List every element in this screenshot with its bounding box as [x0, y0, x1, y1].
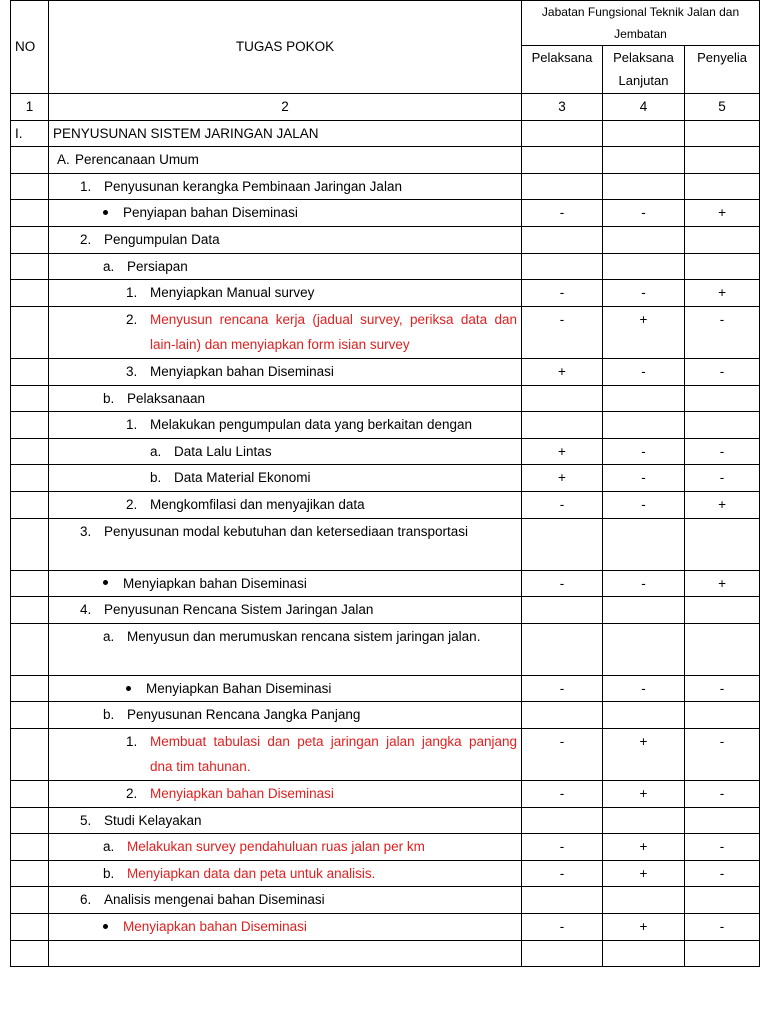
value-pelaksana-lanjutan: - — [603, 675, 685, 702]
row-no — [11, 597, 49, 624]
task-item — [53, 808, 517, 834]
row-no — [11, 358, 49, 385]
value-pelaksana-lanjutan — [603, 253, 685, 280]
task-cell — [49, 412, 522, 439]
row-no — [11, 834, 49, 861]
value-penyelia: - — [685, 465, 760, 492]
row-no — [11, 781, 49, 808]
row-no — [11, 280, 49, 307]
value-pelaksana: - — [522, 675, 603, 702]
table-row — [11, 570, 760, 597]
table-row — [11, 173, 760, 200]
task-item — [53, 729, 517, 780]
task-text: Menyiapkan bahan Diseminasi — [123, 575, 307, 591]
value-penyelia — [685, 412, 760, 439]
value-pelaksana: + — [522, 465, 603, 492]
task-item — [53, 412, 517, 438]
value-penyelia — [685, 940, 760, 966]
task-text: Studi Kelayakan — [104, 812, 202, 828]
header-row — [11, 1, 760, 46]
row-no — [11, 728, 49, 780]
colnum-3: 3 — [522, 94, 603, 121]
colnum-5: 5 — [685, 94, 760, 121]
item-number: a. — [103, 628, 115, 644]
task-cell — [49, 570, 522, 597]
task-item — [53, 386, 517, 412]
item-number: b. — [103, 865, 115, 881]
value-pelaksana: - — [522, 570, 603, 597]
value-pelaksana: - — [522, 781, 603, 808]
value-penyelia: - — [685, 438, 760, 465]
item-number: 1. — [80, 178, 92, 194]
task-item — [53, 280, 517, 306]
task-item — [53, 624, 517, 650]
row-no — [11, 940, 49, 966]
row-no — [11, 226, 49, 253]
value-pelaksana-lanjutan: - — [603, 465, 685, 492]
value-pelaksana: - — [522, 914, 603, 941]
task-cell — [49, 940, 522, 966]
task-text: Menyiapkan Manual survey — [150, 285, 315, 301]
task-item — [53, 174, 517, 200]
value-pelaksana-lanjutan — [603, 702, 685, 729]
task-cell — [49, 728, 522, 780]
row-no — [11, 253, 49, 280]
item-number: A. — [57, 152, 70, 168]
value-pelaksana — [522, 807, 603, 834]
task-text: Persiapan — [127, 258, 188, 274]
item-number: a. — [150, 443, 162, 459]
item-number: b. — [150, 470, 162, 486]
value-pelaksana-lanjutan: - — [603, 200, 685, 227]
value-pelaksana: + — [522, 438, 603, 465]
task-text: Menyiapkan bahan Diseminasi — [123, 919, 307, 935]
table-row — [11, 781, 760, 808]
task-text: Membuat tabulasi dan peta jaringan jalan jangka panjang dna tim tahunan. — [150, 733, 517, 775]
table-row — [11, 940, 760, 966]
task-text: Analisis mengenai bahan Diseminasi — [104, 892, 325, 908]
task-text: Menyiapkan Bahan Diseminasi — [146, 680, 332, 696]
item-number: 2. — [126, 496, 138, 512]
task-text: Melakukan pengumpulan data yang berkaitan dengan — [150, 417, 472, 433]
table-row — [11, 860, 760, 887]
task-cell — [49, 147, 522, 174]
row-no — [11, 675, 49, 702]
task-text: Menyiapkan bahan Diseminasi — [150, 786, 334, 802]
value-penyelia: + — [685, 200, 760, 227]
task-item — [53, 914, 517, 940]
value-penyelia — [685, 887, 760, 914]
item-number: 1. — [126, 733, 138, 749]
value-pelaksana-lanjutan: - — [603, 491, 685, 518]
value-penyelia: - — [685, 834, 760, 861]
task-cell — [49, 120, 522, 147]
value-pelaksana-lanjutan — [603, 385, 685, 412]
value-pelaksana-lanjutan: + — [603, 728, 685, 780]
task-text: Perencanaan Umum — [75, 152, 199, 168]
value-pelaksana — [522, 887, 603, 914]
row-no — [11, 807, 49, 834]
task-item — [53, 676, 517, 702]
item-number: a. — [103, 839, 115, 855]
item-number: 4. — [80, 602, 92, 618]
task-text: Penyusunan Rencana Sistem Jaringan Jalan — [104, 602, 374, 618]
value-penyelia: - — [685, 728, 760, 780]
row-no — [11, 491, 49, 518]
value-pelaksana-lanjutan: - — [603, 570, 685, 597]
task-item — [53, 465, 517, 491]
table-row — [11, 253, 760, 280]
table-row — [11, 385, 760, 412]
item-number: 1. — [126, 417, 138, 433]
task-text: Data Material Ekonomi — [174, 470, 311, 486]
value-pelaksana: - — [522, 200, 603, 227]
row-no — [11, 465, 49, 492]
item-number: b. — [103, 707, 115, 723]
value-pelaksana — [522, 147, 603, 174]
row-no — [11, 887, 49, 914]
task-cell — [49, 860, 522, 887]
value-penyelia — [685, 385, 760, 412]
task-item — [53, 834, 517, 860]
task-item — [53, 887, 517, 913]
task-item — [53, 227, 517, 253]
bullet-icon — [103, 914, 123, 940]
header-task: TUGAS POKOK — [49, 1, 522, 94]
task-text: Menyiapkan bahan Diseminasi — [150, 363, 334, 379]
value-penyelia — [685, 173, 760, 200]
header-pelaksana: Pelaksana — [522, 46, 603, 94]
task-cell — [49, 675, 522, 702]
task-cell — [49, 702, 522, 729]
value-pelaksana-lanjutan — [603, 120, 685, 147]
value-penyelia: + — [685, 570, 760, 597]
task-item — [53, 519, 517, 545]
value-pelaksana — [522, 385, 603, 412]
value-penyelia: - — [685, 675, 760, 702]
table-row — [11, 914, 760, 941]
table-row — [11, 675, 760, 702]
task-cell — [49, 914, 522, 941]
item-number: a. — [103, 258, 115, 274]
value-pelaksana — [522, 623, 603, 675]
table-row — [11, 518, 760, 570]
table-row — [11, 438, 760, 465]
task-item — [53, 200, 517, 226]
value-pelaksana — [522, 173, 603, 200]
value-penyelia — [685, 226, 760, 253]
task-cell — [49, 358, 522, 385]
task-item — [53, 439, 517, 465]
row-no — [11, 570, 49, 597]
value-penyelia — [685, 120, 760, 147]
value-penyelia — [685, 253, 760, 280]
task-cell — [49, 200, 522, 227]
header-no: NO — [11, 1, 49, 94]
row-no: I. — [11, 120, 49, 147]
task-cell — [49, 465, 522, 492]
value-pelaksana-lanjutan — [603, 807, 685, 834]
item-number: 3. — [126, 363, 138, 379]
item-number: 3. — [80, 523, 92, 539]
item-number: 2. — [80, 231, 92, 247]
value-pelaksana-lanjutan — [603, 147, 685, 174]
row-no — [11, 147, 49, 174]
table-row — [11, 887, 760, 914]
row-no — [11, 412, 49, 439]
row-no — [11, 518, 49, 570]
task-cell — [49, 887, 522, 914]
value-pelaksana — [522, 412, 603, 439]
task-text: Menyiapkan data dan peta untuk analisis. — [127, 865, 376, 881]
task-item — [53, 307, 517, 358]
task-text: Pengumpulan Data — [104, 231, 220, 247]
task-item — [53, 597, 517, 623]
table-row — [11, 226, 760, 253]
table-row — [11, 147, 760, 174]
value-pelaksana-lanjutan: + — [603, 914, 685, 941]
tugas-pokok-table — [10, 0, 760, 967]
task-cell — [49, 226, 522, 253]
value-penyelia — [685, 623, 760, 675]
table-row — [11, 200, 760, 227]
task-cell — [49, 781, 522, 808]
task-item — [53, 147, 517, 173]
bullet-icon — [103, 200, 123, 226]
row-no — [11, 860, 49, 887]
task-item — [53, 702, 517, 728]
task-cell — [49, 306, 522, 358]
value-pelaksana — [522, 253, 603, 280]
item-number: 1. — [126, 285, 138, 301]
header-penyelia: Penyelia — [685, 46, 760, 94]
table-row — [11, 412, 760, 439]
value-pelaksana — [522, 518, 603, 570]
task-item — [53, 492, 517, 518]
task-text: Penyusunan Rencana Jangka Panjang — [127, 707, 361, 723]
bullet-icon — [103, 571, 123, 597]
task-text: Menyusun rencana kerja (jadual survey, periksa data dan lain-lain) dan menyiapkan form isian survey — [150, 311, 517, 353]
value-pelaksana-lanjutan: - — [603, 280, 685, 307]
item-number: 2. — [126, 311, 138, 327]
value-pelaksana-lanjutan: + — [603, 306, 685, 358]
task-text: PENYUSUNAN SISTEM JARINGAN JALAN — [53, 125, 319, 141]
task-text: Melakukan survey pendahuluan ruas jalan per km — [127, 839, 425, 855]
value-pelaksana: - — [522, 728, 603, 780]
task-cell — [49, 518, 522, 570]
row-no — [11, 200, 49, 227]
row-no — [11, 438, 49, 465]
value-penyelia: - — [685, 860, 760, 887]
task-text: Menyusun dan merumuskan rencana sistem jaringan jalan. — [127, 628, 481, 644]
task-cell — [49, 438, 522, 465]
row-no — [11, 914, 49, 941]
table-row — [11, 120, 760, 147]
item-number: 6. — [80, 892, 92, 908]
value-penyelia: - — [685, 914, 760, 941]
row-no — [11, 702, 49, 729]
value-penyelia — [685, 518, 760, 570]
value-pelaksana-lanjutan — [603, 940, 685, 966]
value-pelaksana — [522, 597, 603, 624]
value-penyelia — [685, 807, 760, 834]
task-cell — [49, 807, 522, 834]
item-number: b. — [103, 390, 115, 406]
row-no — [11, 306, 49, 358]
task-cell — [49, 491, 522, 518]
table-row — [11, 280, 760, 307]
task-text: Penyiapan bahan Diseminasi — [123, 205, 298, 221]
colnum-2: 2 — [49, 94, 522, 121]
task-cell — [49, 253, 522, 280]
value-pelaksana-lanjutan: - — [603, 438, 685, 465]
table-row — [11, 491, 760, 518]
value-pelaksana-lanjutan — [603, 623, 685, 675]
task-cell — [49, 385, 522, 412]
item-number: 2. — [126, 786, 138, 802]
table-row — [11, 465, 760, 492]
value-pelaksana-lanjutan: - — [603, 358, 685, 385]
column-number-row — [11, 94, 760, 121]
task-item — [53, 861, 517, 887]
row-no — [11, 385, 49, 412]
task-cell — [49, 280, 522, 307]
value-pelaksana-lanjutan — [603, 597, 685, 624]
value-pelaksana: - — [522, 834, 603, 861]
task-cell — [49, 597, 522, 624]
value-pelaksana: + — [522, 358, 603, 385]
value-penyelia — [685, 147, 760, 174]
value-pelaksana: - — [522, 860, 603, 887]
colnum-1: 1 — [11, 94, 49, 121]
value-penyelia: - — [685, 306, 760, 358]
table-row — [11, 702, 760, 729]
table-body — [11, 1, 760, 967]
header-pelaksana-lanjutan: Pelaksana Lanjutan — [603, 46, 685, 94]
table-row — [11, 306, 760, 358]
value-pelaksana: - — [522, 280, 603, 307]
task-item — [53, 571, 517, 597]
task-item — [53, 781, 517, 807]
task-item — [53, 254, 517, 280]
value-pelaksana — [522, 120, 603, 147]
table-row — [11, 358, 760, 385]
value-penyelia — [685, 702, 760, 729]
value-penyelia: - — [685, 358, 760, 385]
header-jabatan-group: Jabatan Fungsional Teknik Jalan dan Jembatan — [522, 1, 760, 46]
table-row — [11, 834, 760, 861]
task-item — [53, 121, 517, 147]
task-text: Data Lalu Lintas — [174, 443, 272, 459]
task-text: Pelaksanaan — [127, 390, 206, 406]
value-penyelia: + — [685, 491, 760, 518]
task-cell — [49, 173, 522, 200]
task-text: Penyusunan modal kebutuhan dan ketersediaan transportasi — [104, 523, 468, 539]
row-no — [11, 623, 49, 675]
value-pelaksana-lanjutan: + — [603, 834, 685, 861]
value-pelaksana: - — [522, 306, 603, 358]
colnum-4: 4 — [603, 94, 685, 121]
table-row — [11, 807, 760, 834]
task-cell — [49, 834, 522, 861]
value-pelaksana — [522, 940, 603, 966]
value-pelaksana-lanjutan — [603, 887, 685, 914]
value-penyelia: + — [685, 280, 760, 307]
task-cell — [49, 623, 522, 675]
value-pelaksana-lanjutan — [603, 518, 685, 570]
value-pelaksana — [522, 226, 603, 253]
value-pelaksana: - — [522, 491, 603, 518]
task-text: Penyusunan kerangka Pembinaan Jaringan Jalan — [104, 178, 402, 194]
row-no — [11, 173, 49, 200]
table-row — [11, 623, 760, 675]
table-row — [11, 597, 760, 624]
value-pelaksana-lanjutan — [603, 412, 685, 439]
value-pelaksana-lanjutan — [603, 173, 685, 200]
value-pelaksana-lanjutan: + — [603, 860, 685, 887]
table-row — [11, 728, 760, 780]
task-text: Mengkomfilasi dan menyajikan data — [150, 496, 365, 512]
task-item — [53, 359, 517, 385]
bullet-icon — [126, 676, 146, 702]
item-number: 5. — [80, 812, 92, 828]
value-pelaksana-lanjutan — [603, 226, 685, 253]
value-penyelia — [685, 597, 760, 624]
value-pelaksana — [522, 702, 603, 729]
value-penyelia: - — [685, 781, 760, 808]
value-pelaksana-lanjutan: + — [603, 781, 685, 808]
